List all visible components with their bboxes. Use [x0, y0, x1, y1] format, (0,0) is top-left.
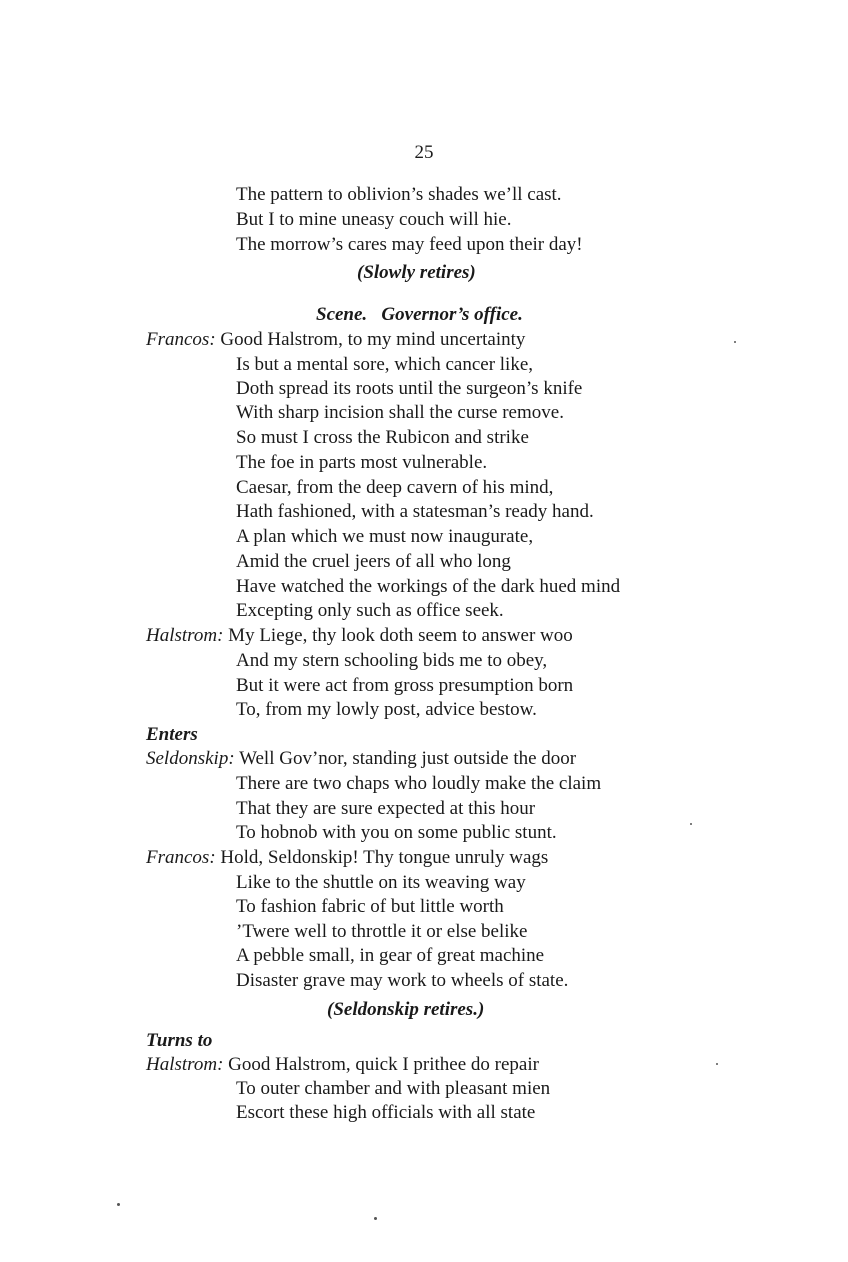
speech-text: Good Halstrom, to my mind uncertainty — [220, 329, 526, 350]
verse-line: With sharp incision shall the curse remove. — [236, 402, 564, 423]
speech-line — [146, 328, 525, 352]
ink-speck — [690, 823, 692, 825]
verse-line: Amid the cruel jeers of all who long — [236, 551, 511, 572]
stage-direction: (Seldonskip retires.) — [327, 999, 485, 1020]
speech-text: Good Halstrom, quick I prithee do repair — [228, 1054, 539, 1075]
verse-line: A plan which we must now inaugurate, — [236, 526, 534, 547]
verse-line: That they are sure expected at this hour — [236, 798, 536, 819]
verse-line: Doth spread its roots until the surgeon’s knife — [236, 378, 583, 399]
speech-line — [146, 747, 576, 771]
speech-line — [146, 624, 573, 648]
stage-direction: Enters — [146, 724, 198, 745]
speech-text: Hold, Seldonskip! Thy tongue unruly wags — [220, 847, 549, 868]
speech-line — [146, 1053, 539, 1077]
verse-line: The foe in parts most vulnerable. — [236, 452, 488, 473]
verse-line: And my stern schooling bids me to obey, — [236, 650, 548, 671]
verse-line: Caesar, from the deep cavern of his mind, — [236, 477, 554, 498]
verse-line: To outer chamber and with pleasant mien — [236, 1078, 551, 1099]
verse-line: There are two chaps who loudly make the claim — [236, 773, 602, 794]
scene-heading: Scene. Governor’s office. — [316, 304, 523, 325]
speech-line — [146, 846, 548, 870]
verse-line: Escort these high officials with all state — [236, 1102, 536, 1123]
ink-speck — [117, 1203, 120, 1206]
speech-text: My Liege, thy look doth seem to answer woo — [228, 625, 573, 646]
ink-speck — [716, 1063, 718, 1065]
speaker-name: Halstrom: — [146, 1054, 224, 1075]
page-number: 25 — [414, 142, 434, 163]
verse-line: The morrow’s cares may feed upon their day! — [236, 234, 583, 255]
speaker-name: Halstrom: — [146, 625, 224, 646]
stage-direction: Turns to — [146, 1030, 213, 1051]
verse-line: Excepting only such as office seek. — [236, 600, 504, 621]
verse-line: The pattern to oblivion’s shades we’ll cast. — [236, 184, 562, 205]
verse-line: ’Twere well to throttle it or else belike — [236, 921, 528, 942]
verse-line: Hath fashioned, with a statesman’s ready hand. — [236, 501, 594, 522]
ink-speck — [734, 341, 736, 343]
stage-direction: (Slowly retires) — [357, 262, 476, 283]
speaker-name: Francos: — [146, 329, 216, 350]
verse-line: To fashion fabric of but little worth — [236, 896, 504, 917]
ink-speck — [374, 1217, 377, 1220]
verse-line: A pebble small, in gear of great machine — [236, 945, 545, 966]
speech-text: Well Gov’nor, standing just outside the door — [239, 748, 577, 769]
verse-line: But it were act from gross presumption born — [236, 675, 574, 696]
speaker-name: Francos: — [146, 847, 216, 868]
verse-line: To, from my lowly post, advice bestow. — [236, 699, 537, 720]
verse-line: To hobnob with you on some public stunt. — [236, 822, 557, 843]
verse-line: Is but a mental sore, which cancer like, — [236, 354, 534, 375]
verse-line: Disaster grave may work to wheels of state. — [236, 970, 569, 991]
verse-line: But I to mine uneasy couch will hie. — [236, 209, 512, 230]
verse-line: Have watched the workings of the dark hued mind — [236, 576, 621, 597]
verse-line: Like to the shuttle on its weaving way — [236, 872, 526, 893]
speaker-name: Seldonskip: — [146, 748, 235, 769]
verse-line: So must I cross the Rubicon and strike — [236, 427, 529, 448]
